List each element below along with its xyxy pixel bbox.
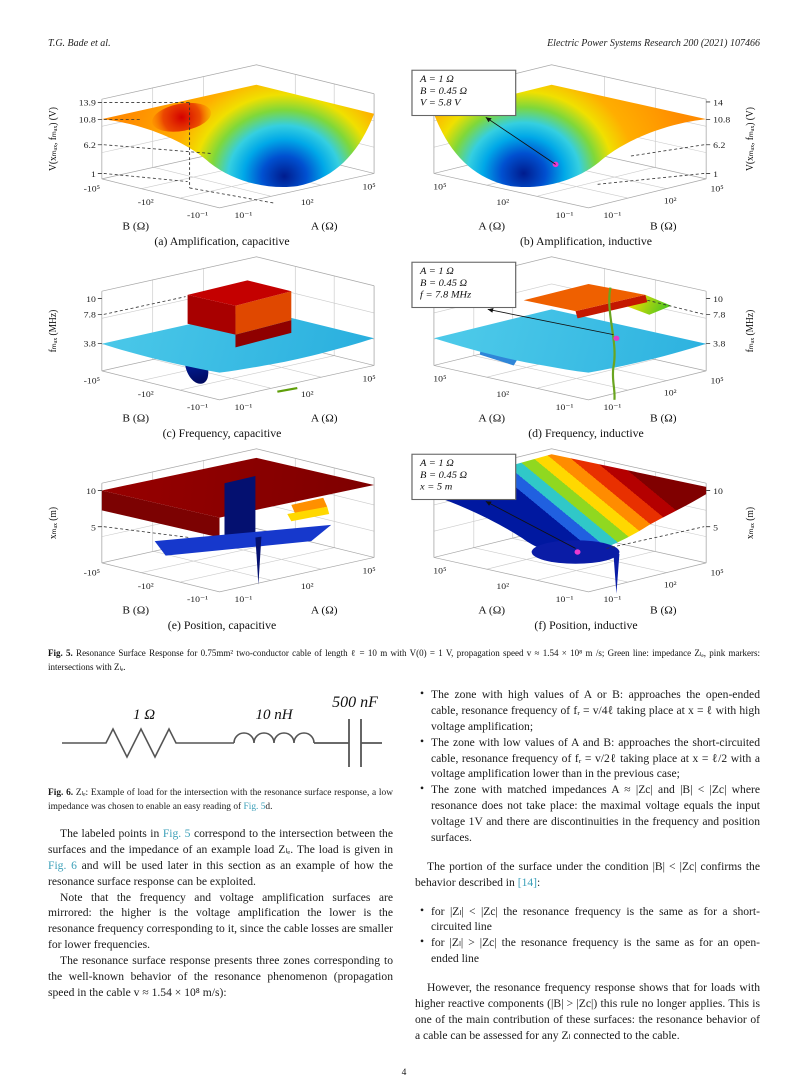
plot-panel-b <box>404 63 768 253</box>
b-tick: 10² <box>663 196 677 207</box>
z-tick: 5 <box>713 523 719 534</box>
z-axis-label: xₘₐₓ (m) <box>47 506 60 540</box>
z-axis-label: V(xₘₐₓ, fₘₐₓ) (V) <box>744 107 757 171</box>
b-tick: -10⁻¹ <box>187 595 209 605</box>
b-axis-label: B (Ω) <box>122 413 150 425</box>
subcaption-c: (c) Frequency, capacitive <box>162 426 282 440</box>
paragraph-condition <box>415 859 760 891</box>
a-tick: 10⁻¹ <box>234 403 253 413</box>
z-axis-label: fₘₐₓ (MHz) <box>744 309 757 353</box>
b-tick: 10⁵ <box>710 568 724 579</box>
a-tick: 10⁵ <box>362 567 376 577</box>
surface-plot-a <box>40 63 404 235</box>
p1-text: correspond to the intersection between the surfaces and the impedance of an example load Zₗₑ. The load is given in <box>48 827 393 856</box>
b-tick: -10² <box>137 582 154 592</box>
a-tick: 10⁻¹ <box>555 403 574 413</box>
subcaption-d: (d) Frequency, inductive <box>528 426 644 440</box>
b-tick: -10⁵ <box>83 184 101 195</box>
figure-6-caption-body: Zₗₑ: Example of load for the intersection with the resonance surface response, a low impedance was chosen to enable an easy reading of <box>48 787 393 812</box>
z-tick: 10 <box>86 295 96 305</box>
z-tick: 3.8 <box>713 339 726 350</box>
figure-5-caption-text: Resonance Surface Response for 0.75mm² two-conductor cable of length ℓ = 10 m with V(0) = 1 V, propagation speed v ≈ 1.54 × 10⁸ m /s; Green line: impedance Zₗₑ, pink markers: intersections with Zₗₑ. <box>48 648 760 672</box>
a-axis-label: A (Ω) <box>478 221 506 233</box>
annotation-line: B = 0.45 Ω <box>419 278 468 289</box>
z-tick: 7.8 <box>713 310 726 321</box>
annotation-line: f = 7.8 MHz <box>419 289 472 301</box>
a-tick: 10² <box>496 198 510 208</box>
a-tick: 10⁵ <box>362 183 376 193</box>
annotation-line: A = 1 Ω <box>419 74 454 85</box>
annotation-line: B = 0.45 Ω <box>419 470 468 481</box>
z-tick: 6.2 <box>83 141 96 151</box>
z-axis-label: V(xₘₐₓ, fₘₐₓ) (V) <box>47 107 60 171</box>
a-tick: 10⁵ <box>433 567 447 577</box>
b-tick: 10⁵ <box>710 376 724 387</box>
header-journal: Electric Power Systems Research 200 (2021) 107466 <box>547 38 760 49</box>
capacitor-symbol <box>314 719 382 767</box>
a-tick: 10⁻¹ <box>234 595 253 605</box>
fig6-link[interactable]: Fig. 6 <box>48 858 77 872</box>
p1-text: The labeled points in <box>60 827 163 841</box>
b-axis-label: B (Ω) <box>649 221 677 233</box>
z-tick: 14 <box>713 98 723 109</box>
resistor-label: 1 Ω <box>132 707 155 723</box>
dashed-guides <box>104 297 186 315</box>
right-column <box>415 687 760 1044</box>
blue-slab <box>224 476 255 541</box>
paragraph-1 <box>48 826 393 890</box>
figure-6-caption <box>48 786 393 814</box>
annotation-line: V = 5.8 V <box>419 97 461 109</box>
subcaption-e: (e) Position, capacitive <box>167 618 277 632</box>
zone-bullet-list <box>415 687 760 846</box>
circuit-diagram <box>56 691 386 773</box>
z-tick: 6.2 <box>713 141 726 151</box>
header-authors: T.G. Bade et al. <box>48 38 111 49</box>
annotation-line: A = 1 Ω <box>419 266 454 277</box>
figure-5-caption-label: Fig. 5. <box>48 648 73 658</box>
b-tick: -10⁵ <box>83 568 101 579</box>
surface-plot-e <box>40 447 404 619</box>
annotation-line: x = 5 m <box>419 481 453 493</box>
two-column-body <box>48 687 760 1044</box>
pink-marker <box>575 549 581 554</box>
b-tick: 10⁻¹ <box>603 403 622 413</box>
bullet-item: • The zone with high values of A or B: approaches the open-ended cable, resonance frequency of fᵣ = v/4ℓ taking place at x = ℓ with high voltage amplification; <box>420 687 760 735</box>
b-tick: -10⁵ <box>83 376 101 387</box>
green-line <box>277 388 297 392</box>
plot-panel-a <box>40 63 404 253</box>
bullet-item: • The zone with low values of A and B: approaches the short-circuited cable, resonance frequency of fᵣ = v/2ℓ taking place at x = ℓ/2 with a voltage amplification lower than in the previous case; <box>420 735 760 783</box>
a-axis-label: A (Ω) <box>478 413 506 425</box>
figure-6 <box>48 691 393 778</box>
page-header <box>48 38 760 49</box>
a-axis-label: A (Ω) <box>478 605 506 617</box>
subcaption-b: (b) Amplification, inductive <box>519 234 653 248</box>
a-axis-label: A (Ω) <box>310 221 338 233</box>
b-axis-label: B (Ω) <box>649 605 677 617</box>
z-axis-label: fₘₐₓ (MHz) <box>47 309 60 353</box>
inductor-label: 10 nH <box>254 707 293 723</box>
z-tick: 10.8 <box>713 116 731 126</box>
annotation-line: A = 1 Ω <box>419 458 454 469</box>
plateau-top <box>524 284 646 311</box>
blue-spike <box>613 554 619 594</box>
b-tick: -10² <box>137 390 154 400</box>
fig5-link[interactable]: Fig. 5 <box>162 827 191 841</box>
a-tick: 10⁵ <box>433 375 447 385</box>
a-axis-label: A (Ω) <box>310 413 338 425</box>
a-tick: 10² <box>300 582 314 592</box>
b-tick: 10⁻¹ <box>603 211 622 221</box>
figure-5-caption <box>40 647 768 674</box>
ref-14-link[interactable]: [14] <box>517 875 538 889</box>
b-axis-label: B (Ω) <box>649 413 677 425</box>
b-tick: -10⁻¹ <box>187 403 209 413</box>
z-axis-label: xₘₐₓ (m) <box>744 506 757 540</box>
z-tick: 10 <box>713 487 723 497</box>
impedance-bullet-list <box>415 904 760 968</box>
a-axis-label: A (Ω) <box>310 605 338 617</box>
surface-plot-d <box>404 255 768 427</box>
a-tick: 10⁵ <box>433 183 447 193</box>
a-tick: 10⁻¹ <box>555 595 574 605</box>
condition-text: : <box>537 875 541 889</box>
a-tick: 10⁻¹ <box>555 211 574 221</box>
plot-panel-e <box>40 447 404 637</box>
z-tick: 3.8 <box>83 339 96 350</box>
b-tick: 10² <box>663 388 677 399</box>
figure-5 <box>40 63 768 674</box>
surface-plot-b <box>404 63 768 235</box>
bullet-item: • for |Zₗ| > |Zc| the resonance frequency is the same as for an open-ended line <box>420 935 760 967</box>
figure-6-caption-tail: d. <box>265 801 273 812</box>
paragraph-3: The resonance surface response presents three zones corresponding to the well-known behavior of the resonance phenomenon (propagation speed in the cable v ≈ 1.54 × 10⁸ m/s): <box>48 954 393 999</box>
p1-text: and will be used later in this section as an example of how the resonance surface response can be exploited. <box>48 858 393 888</box>
surface-a <box>102 85 374 187</box>
a-tick: 10² <box>496 582 510 592</box>
z-tick: 1 <box>90 170 96 180</box>
dashed-guides <box>104 527 190 538</box>
b-tick: -10² <box>137 198 154 208</box>
z-tick: 10.8 <box>78 116 96 126</box>
paragraph-conclusion: However, the resonance frequency response shows that for loads with higher reactive components (|B| > |Zc|) this rule no longer applies. This is one of the main contribution of these surfaces: the resonance behavior of a cable can be assessed for any Zₗ connected to the cable. <box>415 981 760 1042</box>
plot-panel-c <box>40 255 404 445</box>
capacitor-label: 500 nF <box>331 694 378 711</box>
left-column <box>48 687 393 1044</box>
figure-6-caption-label: Fig. 6. <box>48 787 74 798</box>
b-tick: 10⁵ <box>710 184 724 195</box>
b-axis-label: B (Ω) <box>122 221 150 233</box>
a-tick: 10² <box>496 390 510 400</box>
b-tick: 10⁻¹ <box>603 595 622 605</box>
inductor-symbol <box>234 733 314 743</box>
b-axis-label: B (Ω) <box>122 605 150 617</box>
subcaption-f: (f) Position, inductive <box>534 618 638 632</box>
pink-marker <box>613 336 619 341</box>
z-tick: 13.9 <box>78 98 96 109</box>
surface-plot-f <box>404 447 768 619</box>
bullet-item: • for |Zₗ| < |Zc| the resonance frequency is the same as for a short-circuited line <box>420 904 760 936</box>
b-tick: -10⁻¹ <box>187 211 209 221</box>
z-tick: 10 <box>713 295 723 305</box>
plot-panel-d <box>404 255 768 445</box>
z-tick: 1 <box>713 170 719 180</box>
plot-panel-f <box>404 447 768 637</box>
a-tick: 10² <box>300 390 314 400</box>
paragraph-2: Note that the frequency and voltage amplification surfaces are mirrored: the higher is the voltage amplification the lower is the resonance frequency corresponding to it, since the cable losses are smaller for lower frequencies. <box>48 890 393 952</box>
a-tick: 10⁵ <box>362 375 376 385</box>
z-tick: 5 <box>90 523 96 534</box>
subcaption-a: (a) Amplification, capacitive <box>154 234 290 248</box>
page-number: 4 <box>401 1067 407 1078</box>
fig5d-link[interactable]: Fig. 5 <box>243 801 266 812</box>
z-tick: 10 <box>86 487 96 497</box>
annotation-line: B = 0.45 Ω <box>419 86 468 97</box>
z-tick: 7.8 <box>83 310 96 321</box>
surface-plot-c <box>40 255 404 427</box>
resistor-symbol <box>62 729 234 757</box>
a-tick: 10⁻¹ <box>234 211 253 221</box>
a-tick: 10² <box>300 198 314 208</box>
cyan-sheet <box>434 309 706 372</box>
bullet-item: • The zone with matched impedances A ≈ |Zc| and |B| < |Zc| where resonance does not take place: the maximal voltage equals the input voltage 1V and there are discontinuities in the frequency and position surfaces. <box>420 782 760 846</box>
figure-5-grid <box>40 63 768 639</box>
b-tick: 10² <box>663 580 677 591</box>
condition-text: The portion of the surface under the condition |B| < |Zc| confirms the behavior described in <box>415 859 760 889</box>
